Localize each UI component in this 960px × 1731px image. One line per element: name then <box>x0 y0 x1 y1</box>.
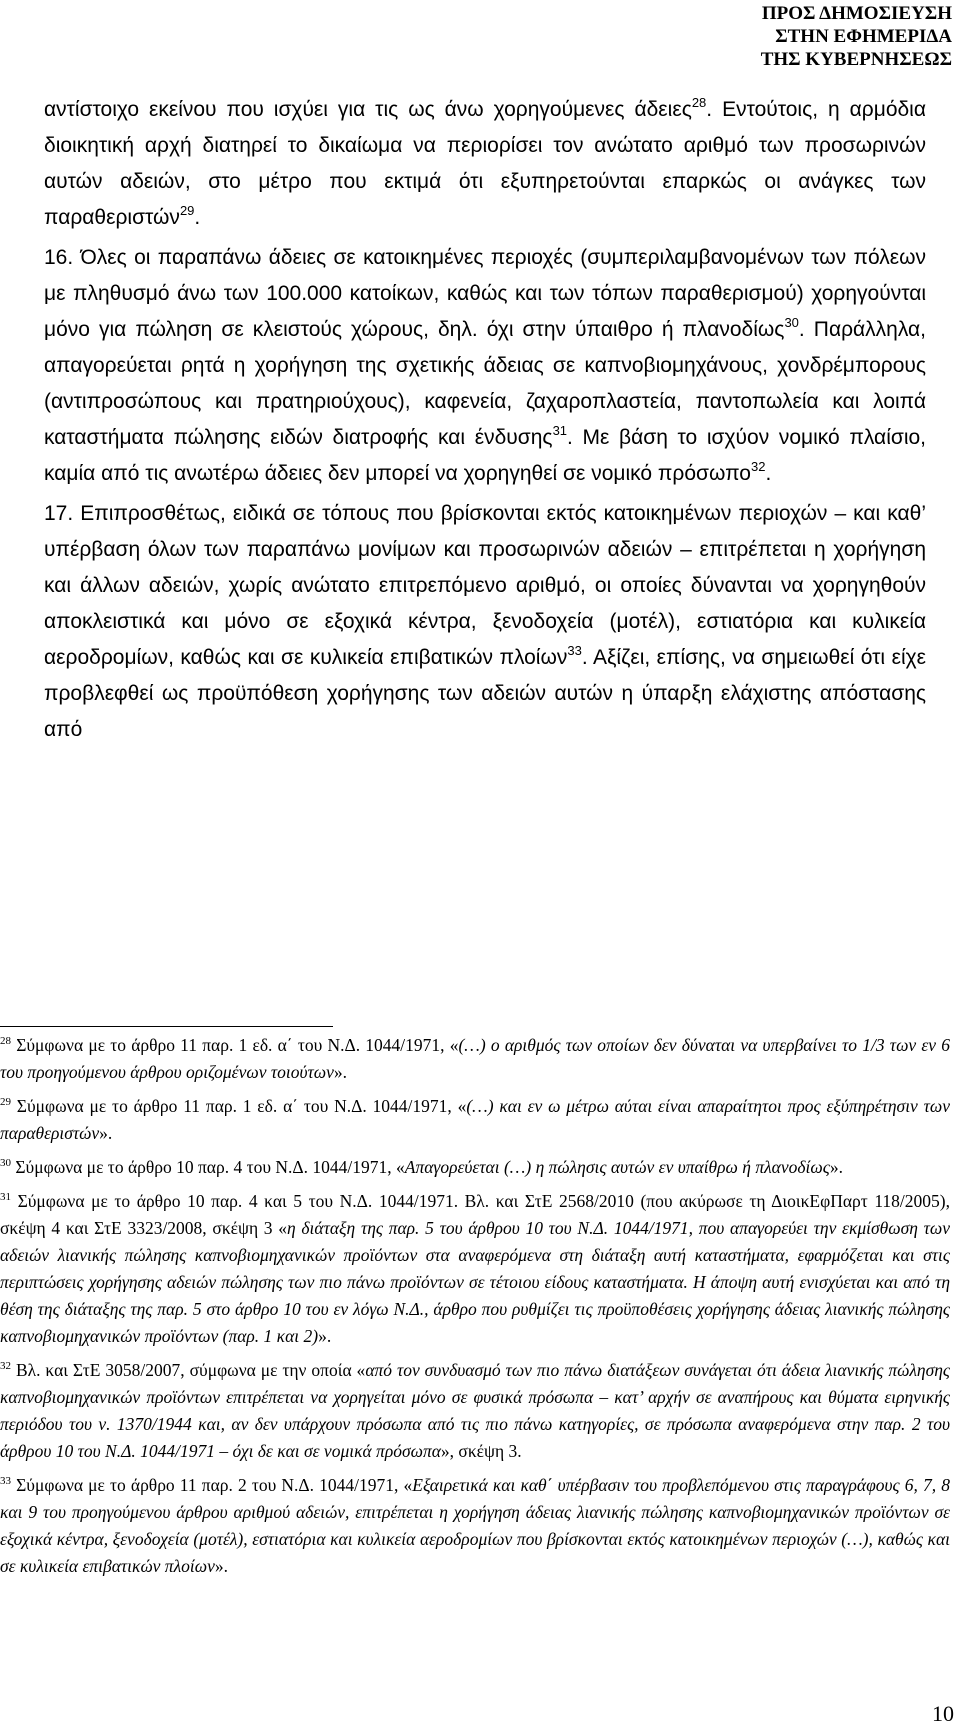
header-line-3: ΤΗΣ ΚΥΒΕΡΝΗΣΕΩΣ <box>760 49 952 70</box>
body-text <box>44 92 926 748</box>
footnote-ref-33[interactable]: 33 <box>567 643 582 658</box>
footnote-ref-32[interactable]: 32 <box>750 459 766 474</box>
paragraph-16: 16. Όλες οι παραπάνω άδειες σε κατοικημένες περιοχές (συμπεριλαμβανομένων των πόλεων με πληθυσμό άνω των 100.000 κατοίκων, καθώς και των τόπων παραθερισμού) χορηγούνται μόνο για πώληση σε κλειστούς χώρους, δηλ. όχι στην ύπαιθρο ή πλανοδίως$^{30}$. Παράλληλα, απαγορεύεται ρητά η χορήγηση της σχετικής άδειας σε καπνοβιομηχάνους, χονδρέμπορους (αντιπροσώπους και πρατηριούχους), καφενεία, ζαχαροπλαστεία, παντοπωλεία και λοιπά καταστήματα πώλησης ειδών διατροφής και ένδυσης$^{31}$. Με βάση το ισχύον νομικό πλαίσιο, καμία από τις ανωτέρω άδειες δεν μπορεί να χορηγηθεί σε νομικό πρόσωπο$^{32}$. <box>44 246 927 485</box>
footnote-ref-30[interactable]: 30 <box>784 315 799 330</box>
footnotes <box>0 1032 950 1587</box>
paragraph-continuation: αντίστοιχο εκείνου που ισχύει για τις ως άνω χορηγούμενες άδειες$^{28}$. Εντούτοις, η αρμόδια διοικητική αρχή διατηρεί το δικαίωμα να περιορίσει τον ανώτατο αριθμό των προσωρινών αυτών αδειών, στο μέτρο που εκτιμά ότι εξυπηρετούνται επαρκώς οι ανάγκες των παραθεριστών$^{29}$. <box>44 95 926 229</box>
footnote-32: $^{32}$ Βλ. και ΣτΕ 3058/2007, σύμφωνα με την οποία «από τον συνδυασμό των πιο πάνω διατάξεων συνάγεται ότι άδεια λιανικής πώλησης καπνοβιομηχανικών προϊόντων επιτρέπεται να χορηγείται μόνο σε φυσικά πρόσωπα – κατ’ αρχήν σε αναπήρους και θύματα ειρηνικής περιόδου του ν. 1370/1944 και, αν δεν υπάρχουν πρόσωπα από τις πιο πάνω κατηγορίες, σε πρόσωπα αναφερόμενα στην παρ. 2 του άρθρου 10 του Ν.Δ. 1044/1971 – όχι δε και σε νομικά πρόσωπα», σκέψη 3. <box>0 1360 950 1461</box>
footnote-ref-28[interactable]: 28 <box>691 95 707 110</box>
page-number: 10 <box>932 1701 954 1726</box>
footnote-ref-29[interactable]: 29 <box>179 203 195 218</box>
footnote-30: $^{30}$ Σύμφωνα με το άρθρο 10 παρ. 4 του Ν.Δ. 1044/1971, «Απαγορεύεται (…) η πώλησις αυτών εν υπαίθρω ή πλανοδίως». <box>0 1157 843 1177</box>
footnote-29: $^{29}$ Σύμφωνα με το άρθρο 11 παρ. 1 εδ. α΄ του Ν.Δ. 1044/1971, «(…) και εν ω μέτρω αύται είναι απαραίτητοι προς εξύπηρέτησιν των παραθεριστών». <box>0 1096 951 1143</box>
footnote-ref-31[interactable]: 31 <box>552 423 568 438</box>
header-line-1: ΠΡΟΣ ΔΗΜΟΣΙΕΥΣΗ <box>761 3 952 24</box>
footnote-separator <box>0 1026 333 1027</box>
footnote-31: $^{31}$ Σύμφωνα με το άρθρο 10 παρ. 4 και 5 του Ν.Δ. 1044/1971. Βλ. και ΣτΕ 2568/2010 (που ακύρωσε τη ΔιοικΕφΠαρτ 118/2005), σκέψη 4 και ΣτΕ 3323/2008, σκέψη 3 «η διάταξη της παρ. 5 του άρθρου 10 του Ν.Δ. 1044/1971, που απαγορεύει την εκμίσθωση των αδειών λιανικής πώλησης καπνοβιομηχανικών προϊόντων στα αναφερόμενα στη διάταξη αυτή καταστήματα, εφαρμόζεται και στις περιπτώσεις χορήγησης αδειών πώλησης των πιο πάνω προϊόντων σε τέτοιου είδους καταστήματα. Η άποψη αυτή ενισχύεται και από τη θέση της διάταξης της παρ. 5 στο άρθρο 10 του εν λόγω Ν.Δ., άρθρο που ρυθμίζει τις προϋποθέσεις χορήγησης άδειας λιανικής πώλησης καπνοβιομηχανικών προϊόντων (παρ. 1 και 2)». <box>0 1191 950 1346</box>
header-line-2: ΣΤΗΝ ΕΦΗΜΕΡΙΔΑ <box>775 26 952 47</box>
footnote-28: $^{28}$ Σύμφωνα με το άρθρο 11 παρ. 1 εδ. α΄ του Ν.Δ. 1044/1971, «(…) ο αριθμός των οποίων δεν δύναται να υπερβαίνει το 1/3 των εν 6 του προηγούμενου άρθρου οριζομένων τοιούτων». <box>0 1035 950 1082</box>
paragraph-17: 17. Επιπροσθέτως, ειδικά σε τόπους που βρίσκονται εκτός κατοικημένων περιοχών – και καθ’ υπέρβαση όλων των παραπάνω μονίμων και προσωρινών αδειών – επιτρέπεται η χορήγηση και άλλων αδειών, χωρίς ανώτατο επιτρεπόμενο αριθμό, οι οποίες δύνανται να χορηγηθούν αποκλειστικά και μόνο σε εξοχικά κέντρα, ξενοδοχεία (μοτέλ), εστιατόρια και κυλικεία αεροδρομίων, καθώς και σε κυλικεία επιβατικών πλοίων$^{33}$. Αξίζει, επίσης, να σημειωθεί ότι είχε προβλεφθεί ως προϋπόθεση χορήγησης των αδειών αυτών η ύπαρξη ελάχιστης απόστασης από <box>44 502 926 741</box>
footnote-33: $^{33}$ Σύμφωνα με το άρθρο 11 παρ. 2 του Ν.Δ. 1044/1971, «Εξαιρετικά και καθ΄ υπέρβασιν του προβλεπόμενου στις παραγράφους 6, 7, 8 και 9 του προηγούμενου άρθρου αριθμού αδειών, επιτρέπεται η χορήγηση άδειας λιανικής πώλησης καπνοβιομηχανικών προϊόντων σε εξοχικά κέντρα, ξενοδοχεία (μοτέλ), εστιατόρια και κυλικεία αεροδρομίων που βρίσκονται εκτός κατοικημένων περιοχών (…), καθώς και σε κυλικεία επιβατικών πλοίων». <box>0 1475 950 1576</box>
publication-header <box>761 2 952 71</box>
